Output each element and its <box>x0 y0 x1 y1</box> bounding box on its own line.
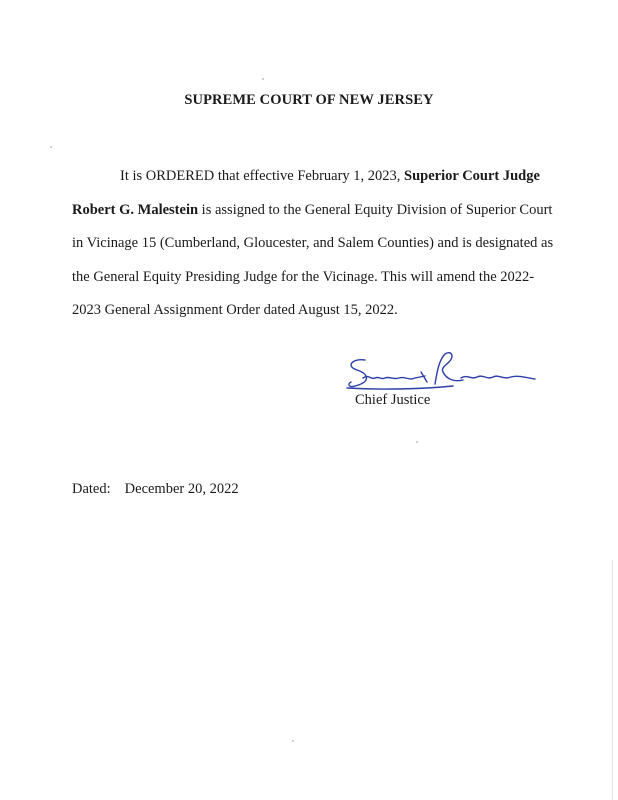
order-line-1-text: It is ORDERED that effective February 1, 2023, <box>120 168 405 184</box>
judge-title-bold: Superior Court Judge <box>404 168 540 184</box>
signature-title: Chief Justice <box>355 392 431 408</box>
order-line-2 <box>72 194 552 228</box>
scan-edge-line <box>612 560 613 800</box>
order-body <box>72 160 552 328</box>
scan-speck <box>262 78 264 80</box>
judge-name-bold: Robert G. Malestein <box>72 201 199 218</box>
chief-justice-signature <box>343 348 543 396</box>
court-title: SUPREME COURT OF NEW JERSEY <box>184 92 434 108</box>
scan-speck <box>416 441 418 443</box>
order-line-3: in Vicinage 15 (Cumberland, Gloucester, and Salem Counties) and is designated as <box>72 235 554 251</box>
dated-line <box>72 481 239 498</box>
dated-label: Dated: <box>72 481 111 497</box>
order-line-4: the General Equity Presiding Judge for the Vicinage. This will amend the 2022- <box>72 268 535 285</box>
dated-value: December 20, 2022 <box>124 481 239 497</box>
order-line-5: 2023 General Assignment Order dated August 15, 2022. <box>72 302 398 318</box>
order-line-2-text: is assigned to the General Equity Division of Superior Court <box>198 201 553 218</box>
scan-speck <box>50 146 52 148</box>
order-line-1 <box>72 160 552 194</box>
scan-speck <box>292 740 294 742</box>
